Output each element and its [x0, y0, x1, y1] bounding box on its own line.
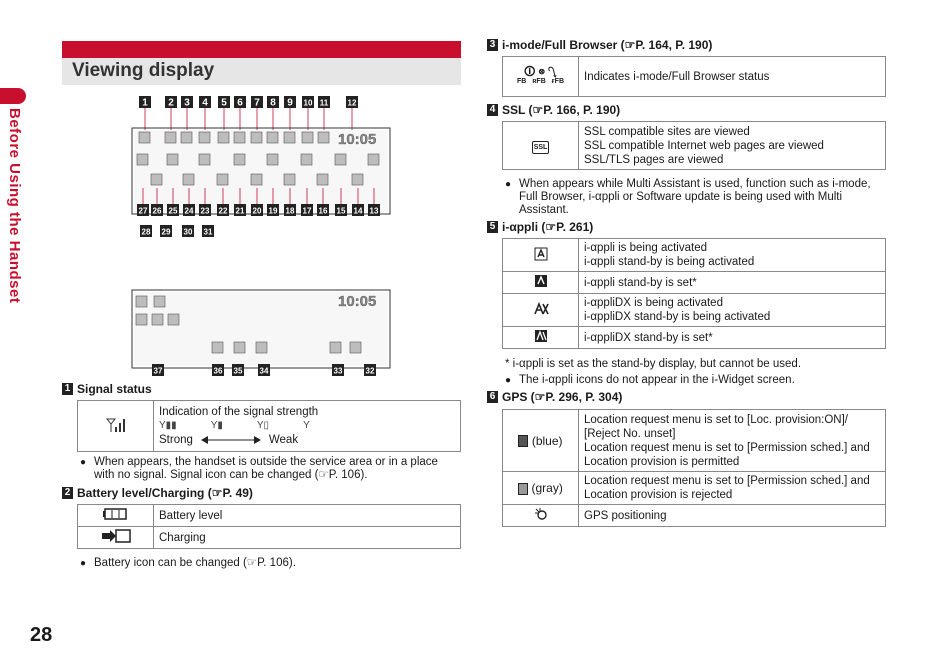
- page-number: 28: [30, 624, 53, 646]
- appli-active-icon: [503, 239, 579, 272]
- status-icon-1: [139, 132, 150, 143]
- callout-37: [152, 364, 164, 376]
- svg-text:27: 27: [138, 206, 148, 216]
- gps-blue-icon: [518, 435, 528, 447]
- section-3-title: i-mode/Full Browser (☞P. 164, P. 190): [502, 38, 713, 52]
- applidx-active-line-1: i-αppliDX is being activated: [584, 297, 723, 309]
- lower-top-callout-numbers: [140, 225, 214, 237]
- gps-blue-line-1: Location request menu is set to [Loc. provision:ON]/: [584, 413, 848, 426]
- gps-mini-icon: [330, 342, 341, 353]
- appli-active-text: [579, 239, 886, 272]
- section-5-bullet: [505, 374, 880, 387]
- ssl-line-3: SSL/TLS pages are viewed: [584, 153, 724, 166]
- signal-level-icons: [159, 419, 455, 433]
- callout-2: [165, 96, 177, 109]
- signal-icon: [78, 401, 154, 452]
- gps-blue-line-2: [Reject No. unset]: [584, 427, 676, 440]
- appli-standby-icon: [503, 272, 579, 294]
- appli-active-line-1: i-αppli is being activated: [584, 242, 707, 254]
- status-icon-21: [234, 154, 245, 165]
- status-icon-2: [165, 132, 176, 143]
- appli-standby-text: i-αppli stand-by is set*: [579, 272, 886, 294]
- callout-11: [318, 96, 330, 108]
- gps-positioning-text: GPS positioning: [579, 505, 886, 527]
- status-icon-23: [199, 154, 210, 165]
- callout-35: [232, 364, 244, 376]
- svg-text:30: 30: [183, 227, 193, 237]
- gps-table: [502, 409, 886, 527]
- signal-level-2-icon: Y▯: [256, 420, 270, 431]
- weak-label: Weak: [268, 434, 299, 446]
- status-icon-6: [234, 132, 245, 143]
- svg-text:16: 16: [318, 206, 328, 216]
- section-1-bullet-text: When appears, the handset is outside the service area or in a place with no signal. Signal icon can be changed (☞P. 106).: [94, 456, 438, 481]
- signal-level-3-icon: Y▮: [210, 420, 223, 431]
- section-5-bullet-text: The i-αppli icons do not appear in the i-Widget screen.: [519, 374, 795, 386]
- svg-text:5: 5: [221, 97, 227, 109]
- svg-text:34: 34: [259, 366, 269, 376]
- section-4-number: 4: [487, 104, 498, 116]
- svg-text:33: 33: [333, 366, 343, 376]
- svg-text:28: 28: [141, 227, 151, 237]
- svg-text:20: 20: [252, 206, 262, 216]
- section-2-bullet: [80, 557, 455, 570]
- svg-text:8: 8: [270, 97, 276, 109]
- svg-text:31: 31: [203, 227, 213, 237]
- svg-text:18: 18: [285, 206, 295, 216]
- battery-icon: [78, 505, 154, 527]
- section-2-number: 2: [62, 487, 73, 499]
- fb-label: FB: [516, 77, 527, 85]
- svg-text:24: 24: [184, 206, 194, 216]
- charging-icon: [78, 527, 154, 549]
- section-3-heading: [487, 38, 712, 52]
- phone-icon: [168, 314, 179, 325]
- svg-text:1: 1: [142, 97, 148, 109]
- section-2-heading: [62, 486, 253, 500]
- iappli-table: [502, 238, 886, 349]
- gps-positioning-icon: [503, 505, 579, 527]
- status-icon-5: [218, 132, 229, 143]
- callout-6: [234, 96, 246, 109]
- ssl-line-1: SSL compatible sites are viewed: [584, 125, 750, 138]
- callout-16: [317, 204, 329, 216]
- appli-active-line-2: i-αppli stand-by is being activated: [584, 256, 755, 268]
- rfb-label: ʀFB: [532, 77, 546, 85]
- status-icon-7: [251, 132, 262, 143]
- display-diagram: [62, 94, 461, 379]
- svg-text:29: 29: [161, 227, 171, 237]
- callout-7: [251, 96, 263, 109]
- applidx-active-text: [579, 294, 886, 327]
- section-2-title: Battery level/Charging (☞P. 49): [77, 486, 253, 500]
- section-5-number: 5: [487, 221, 498, 233]
- browser-status-text: Indicates i-mode/Full Browser status: [579, 57, 886, 97]
- callout-28: [140, 225, 152, 237]
- svg-text:12: 12: [347, 98, 357, 108]
- ssl-icon-label: SSL: [532, 141, 550, 154]
- svg-text:17: 17: [302, 206, 312, 216]
- svg-text:11: 11: [319, 98, 329, 108]
- ssl-line-2: SSL compatible Internet web pages are viewed: [584, 139, 824, 152]
- appli-mini-icon: [350, 342, 361, 353]
- status-icon-17: [301, 154, 312, 165]
- edit-icon: [136, 296, 147, 307]
- callout-8: [267, 96, 279, 109]
- status-icon-26: [151, 174, 162, 185]
- signal-strength-scale: [159, 433, 455, 447]
- callout-9: [284, 96, 296, 109]
- callout-23: [199, 204, 211, 216]
- callout-25: [167, 204, 179, 216]
- gps-gray-label: (gray): [531, 481, 563, 495]
- callout-30: [182, 225, 194, 237]
- status-icon-19: [267, 154, 278, 165]
- callout-3: [181, 96, 193, 109]
- status-icon-13: [368, 154, 379, 165]
- status-icon-4: [199, 132, 210, 143]
- svg-text:25: 25: [168, 206, 178, 216]
- browser-icons-top: 🛈 ⭙ ⭛: [524, 65, 557, 78]
- callout-14: [352, 204, 364, 216]
- double-arrow-icon: [201, 435, 261, 445]
- section-6-title: GPS (☞P. 296, P. 304): [502, 390, 623, 404]
- svg-text:4: 4: [202, 97, 208, 109]
- page-title: Viewing display: [72, 60, 215, 81]
- section-6-number: 6: [487, 391, 498, 403]
- memo-icon: [234, 342, 245, 353]
- svg-text:19: 19: [268, 206, 278, 216]
- gps-blue-line-3: Location request menu is set to [Permission sched.] and: [584, 441, 870, 454]
- side-tab-marker: [0, 88, 26, 104]
- title-red-band: [62, 41, 461, 58]
- status-icon-3: [181, 132, 192, 143]
- status-icon-16: [317, 174, 328, 185]
- lower-clock: 10:05: [338, 293, 377, 310]
- callout-20: [251, 204, 263, 216]
- signal-level-4-icon: Y▮▮: [159, 420, 177, 431]
- section-4-bullet: [505, 178, 880, 217]
- applidx-active-icon: [503, 294, 579, 327]
- svg-text:37: 37: [153, 366, 163, 376]
- callout-29: [160, 225, 172, 237]
- status-icon-9: [284, 132, 295, 143]
- gps-blue-label: (blue): [531, 433, 563, 448]
- mail-icon: [212, 342, 223, 353]
- callout-27: [137, 204, 149, 216]
- gps-blue-line-4: Location provision is permitted: [584, 455, 740, 468]
- status-icon-10: [302, 132, 313, 143]
- section-2-bullet-text: Battery icon can be changed (☞P. 106).: [94, 557, 296, 569]
- card-icon: [256, 342, 267, 353]
- svg-text:14: 14: [353, 206, 363, 216]
- svg-text:35: 35: [233, 366, 243, 376]
- section-4-title: SSL (☞P. 166, P. 190): [502, 103, 621, 117]
- callout-15: [335, 204, 347, 216]
- svg-text:26: 26: [152, 206, 162, 216]
- callout-26: [151, 204, 163, 216]
- section-4-bullet-text: When appears while Multi Assistant is used, function such as i-mode, Full Browser, i-αppli or Software update is being used with Multi Assistant.: [519, 178, 871, 216]
- gps-gray-line-1: Location request menu is set to [Permission sched.] and: [584, 475, 870, 487]
- sd-icon: [152, 314, 163, 325]
- status-icon-18: [284, 174, 295, 185]
- ssl-description: [579, 122, 886, 170]
- svg-text:2: 2: [168, 97, 174, 109]
- section-1-bullet: [80, 456, 455, 482]
- applidx-standby-icon: [503, 327, 579, 349]
- callout-22: [217, 204, 229, 216]
- signal-description: Indication of the signal strength: [159, 406, 319, 418]
- section-1-number: 1: [62, 383, 73, 395]
- callout-18: [284, 204, 296, 216]
- section-5-heading: [487, 220, 593, 234]
- status-icon-15: [335, 154, 346, 165]
- status-icon-24: [183, 174, 194, 185]
- callout-1: [139, 96, 151, 109]
- section-4-heading: [487, 103, 620, 117]
- gps-gray-line-2: Location provision is rejected: [584, 489, 733, 501]
- svg-text:6: 6: [237, 97, 243, 109]
- section-3-number: 3: [487, 39, 498, 51]
- callout-21: [234, 204, 246, 216]
- applidx-active-line-2: i-αppliDX stand-by is being activated: [584, 311, 771, 323]
- svg-text:21: 21: [235, 206, 245, 216]
- gps-gray-icon: [518, 483, 528, 495]
- svg-text:13: 13: [369, 206, 379, 216]
- svg-text:9: 9: [287, 97, 293, 109]
- battery-level-text: Battery level: [154, 505, 461, 527]
- svg-text:15: 15: [336, 206, 346, 216]
- status-icon-8: [267, 132, 278, 143]
- callout-31: [202, 225, 214, 237]
- charging-text: Charging: [154, 527, 461, 549]
- browser-table: [502, 56, 886, 97]
- ffb-label: ғFB: [551, 77, 564, 85]
- status-icon-22: [217, 174, 228, 185]
- gps-gray-text: [579, 472, 886, 505]
- ssl-table: [502, 121, 886, 170]
- top-callout-numbers: [139, 96, 358, 132]
- ssl-icon: [503, 122, 579, 170]
- gps-blue-text: [579, 410, 886, 472]
- svg-text:22: 22: [218, 206, 228, 216]
- section-5-footnote: * i-αppli is set as the stand-by display, but cannot be used.: [505, 358, 802, 370]
- callout-17: [301, 204, 313, 216]
- signal-table: [77, 400, 461, 452]
- gps-gray-cell: [503, 472, 579, 505]
- signal-description-cell: [154, 401, 461, 452]
- section-5-title: i-αppli (☞P. 261): [502, 220, 594, 234]
- status-icon-27: [137, 154, 148, 165]
- battery-mini-icon: [154, 296, 165, 307]
- bluetooth-icon: [136, 314, 147, 325]
- battery-table: [77, 504, 461, 549]
- callout-5: [218, 96, 230, 109]
- svg-text:36: 36: [213, 366, 223, 376]
- svg-text:23: 23: [200, 206, 210, 216]
- side-chapter-label: Before Using the Handset: [6, 108, 23, 304]
- callout-32: [364, 364, 376, 376]
- callout-19: [267, 204, 279, 216]
- callout-12: [346, 96, 358, 108]
- status-icon-11: [318, 132, 329, 143]
- gps-blue-cell: [503, 410, 579, 472]
- section-1-title: Signal status: [77, 382, 152, 396]
- callout-36: [212, 364, 224, 376]
- callout-34: [258, 364, 270, 376]
- svg-text:32: 32: [365, 366, 375, 376]
- status-icon-14: [352, 174, 363, 185]
- strong-label: Strong: [159, 434, 193, 446]
- callout-24: [183, 204, 195, 216]
- svg-text:7: 7: [254, 97, 260, 109]
- applidx-standby-text: i-αppliDX stand-by is set*: [579, 327, 886, 349]
- callout-4: [199, 96, 211, 109]
- svg-text:10: 10: [303, 98, 313, 108]
- browser-status-icons: [503, 57, 579, 97]
- callout-13: [368, 204, 380, 216]
- callout-33: [332, 364, 344, 376]
- status-icon-20: [251, 174, 262, 185]
- signal-level-1-icon: Y: [303, 420, 310, 431]
- section-6-heading: [487, 390, 622, 404]
- upper-clock: 10:05: [338, 131, 377, 148]
- status-icon-25: [167, 154, 178, 165]
- svg-text:3: 3: [184, 97, 190, 109]
- callout-10: [302, 96, 314, 108]
- section-1-heading: [62, 382, 152, 396]
